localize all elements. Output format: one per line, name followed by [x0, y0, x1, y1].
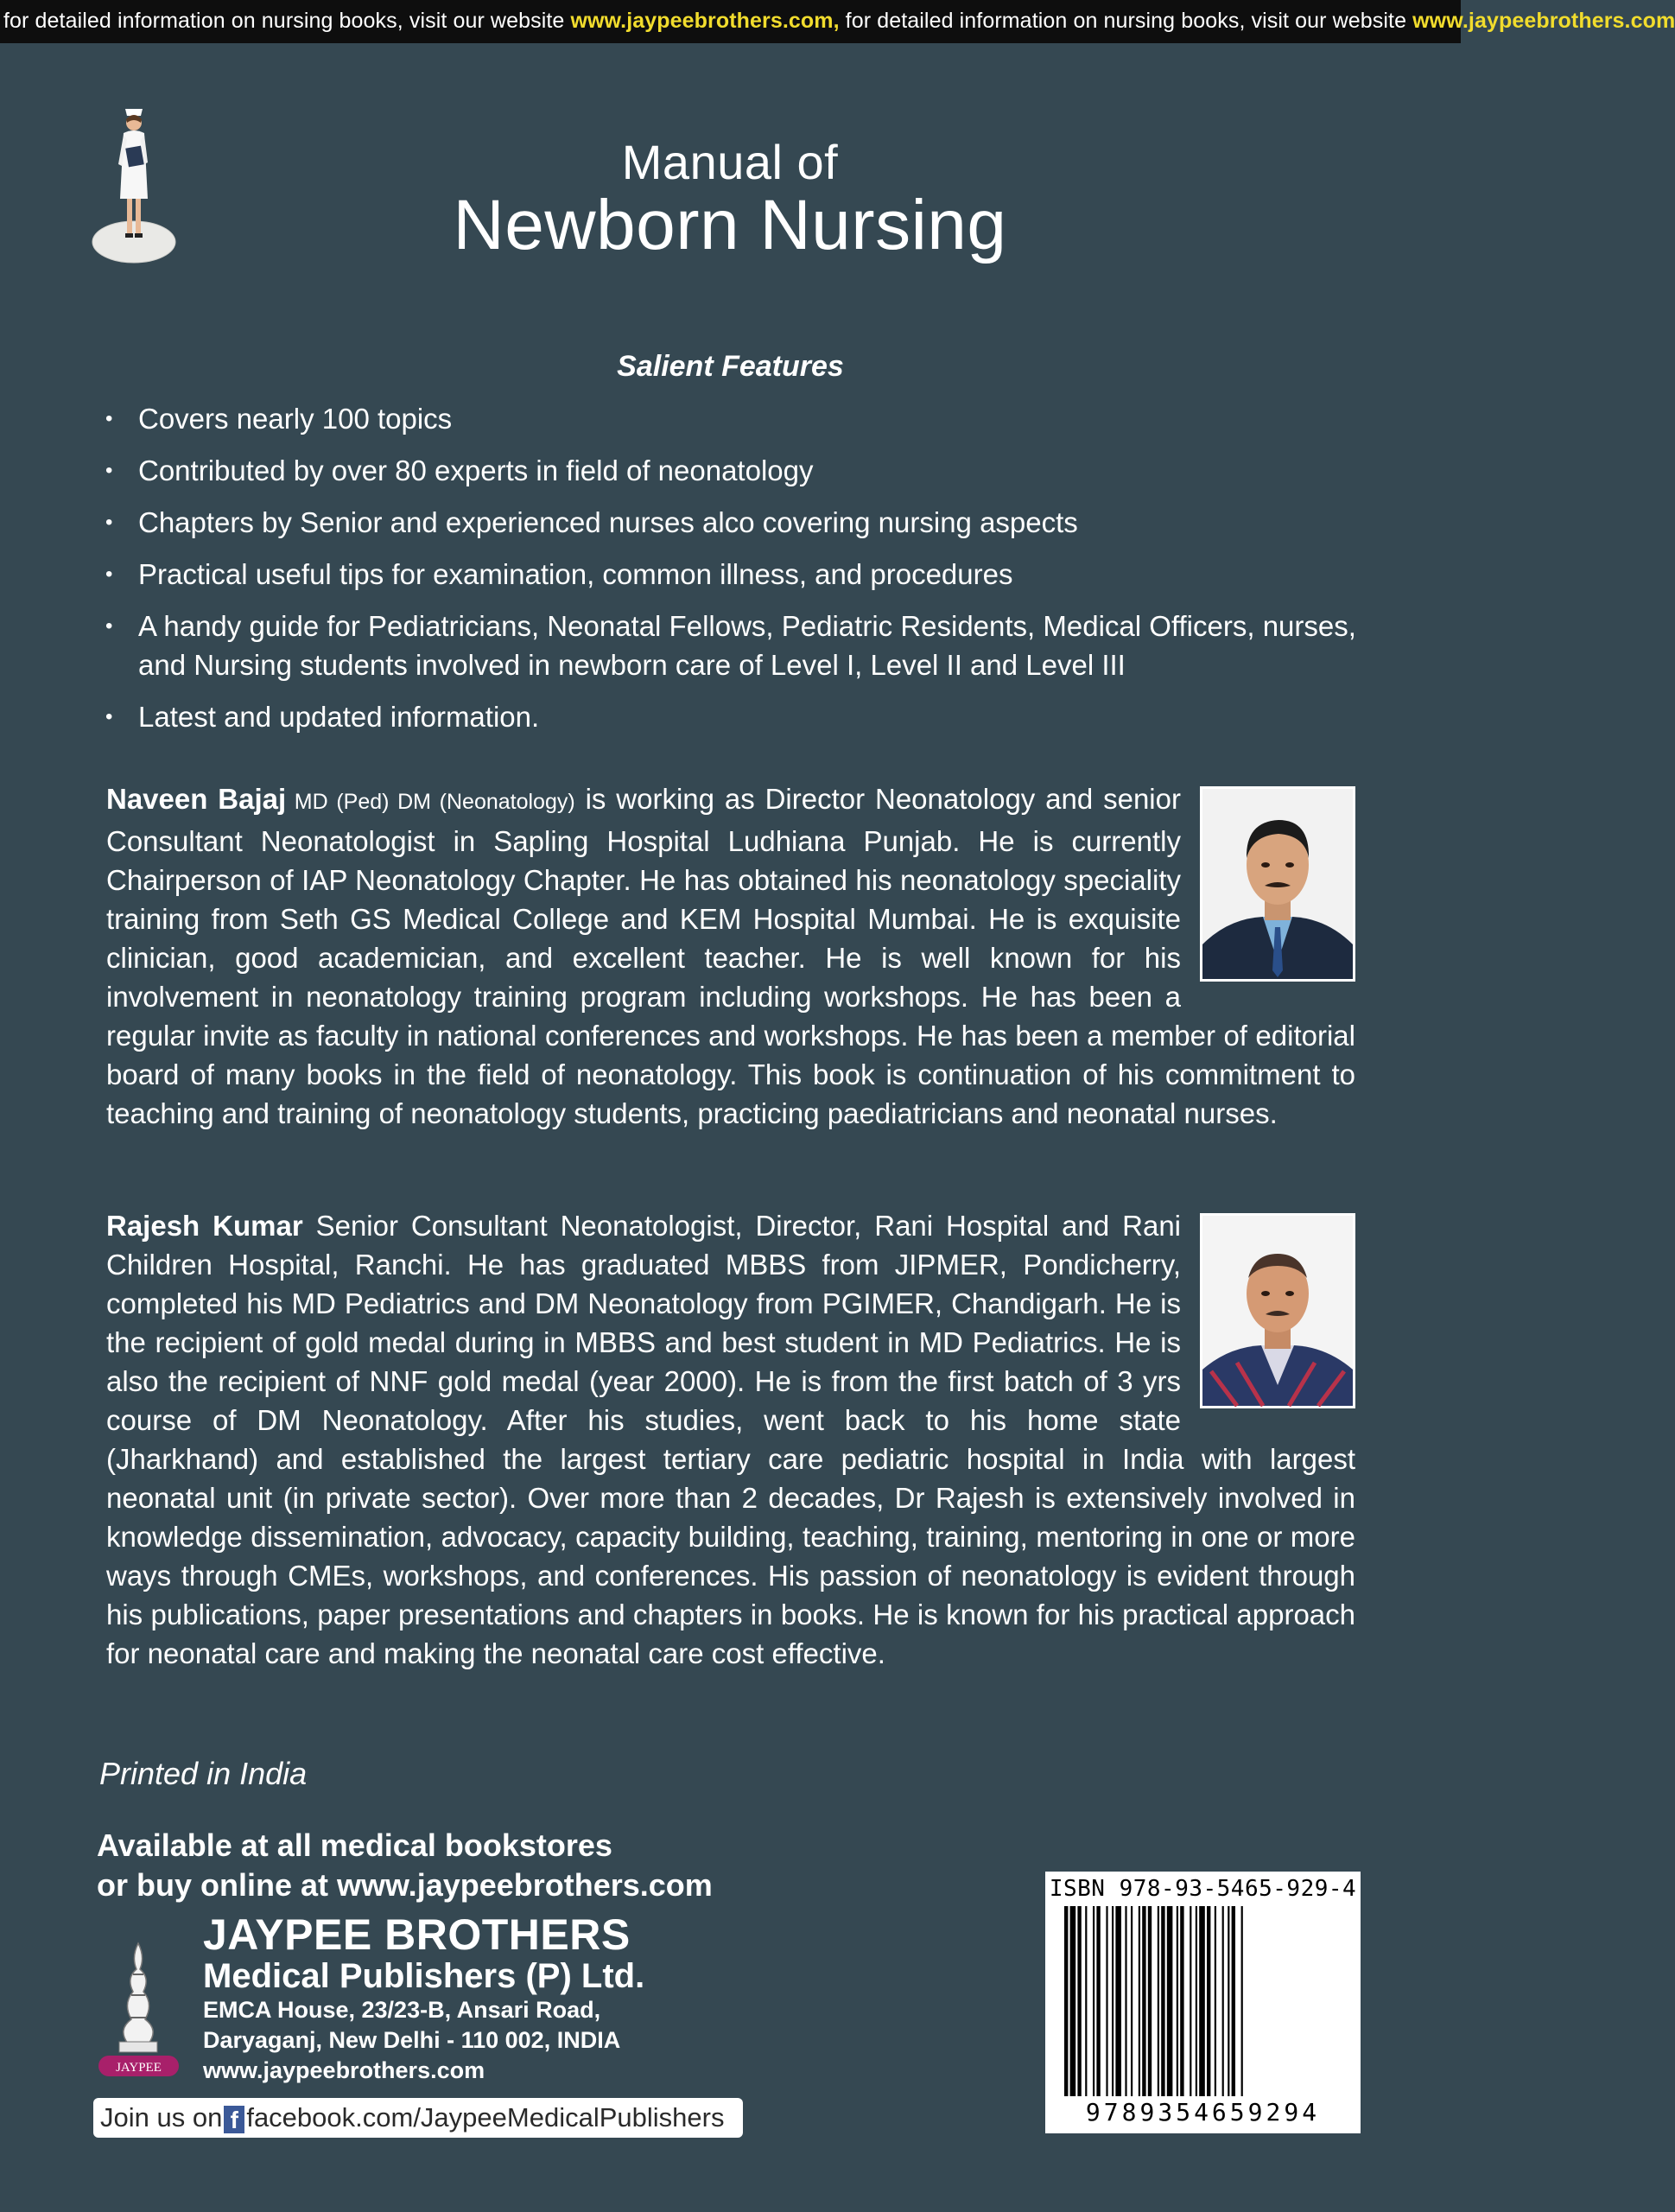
barcode-bar	[1158, 1906, 1159, 2096]
barcode-bar	[1139, 1906, 1140, 2096]
barcode-bar	[1196, 1906, 1197, 2096]
features-list	[105, 399, 1358, 749]
author-portrait-icon	[1202, 1216, 1353, 1406]
bullet-icon: •	[105, 511, 113, 534]
isbn-digits: 9789354659294	[1085, 2098, 1321, 2126]
social-prefix: Join us on	[100, 2102, 223, 2133]
publisher-address-1: EMCA House, 23/23-B, Ansari Road,	[203, 1997, 601, 2023]
social-handle[interactable]: facebook.com/JaypeeMedicalPublishers	[246, 2102, 725, 2133]
barcode-bar	[1142, 1906, 1145, 2096]
barcode-bar	[1077, 1906, 1081, 2096]
barcode-bar	[1177, 1906, 1178, 2096]
barcode-bar	[1112, 1906, 1113, 2096]
barcode-bar	[1180, 1906, 1183, 2096]
publisher-address-2: Daryaganj, New Delhi - 110 002, INDIA	[203, 2027, 621, 2053]
banner-prefix-2: for detailed information on nursing books, visit our website	[839, 9, 1413, 33]
barcode-bar	[1232, 1906, 1235, 2096]
author-bio-2	[106, 1206, 1355, 1673]
barcode-bar	[1115, 1906, 1121, 2096]
feature-item: • Latest and updated information.	[105, 697, 1358, 736]
author-name-2: Rajesh Kumar	[106, 1210, 303, 1242]
barcode-bar	[1131, 1906, 1133, 2096]
author-bio-text-1: is working as Director Neonatology and senior Consultant Neonatologist in Sapling Hospital Ludhiana Punjab. He is currently Chairperson of IAP Neonatology Chapter. He has obtained his neonatology speciality training from Seth GS Medical College and KEM Hospital Mumbai. He is exquisite clinician, good academician, and excellent teacher. He is well known for his involvement in neonatology training program including workshops. He has been a regular invite as faculty in national conferences and workshops. He has been a member of editorial board of many books in the field of neonatology. This book is continuation of his commitment to teaching and training of neonatology students, practicing paediatricians and neonatal nurses.	[106, 783, 1355, 1129]
barcode-bar	[1228, 1906, 1229, 2096]
publisher-logo-icon	[93, 1940, 184, 2078]
feature-item: • Contributed by over 80 experts in field of neonatology	[105, 451, 1358, 490]
barcode-bar	[1199, 1906, 1205, 2096]
availability-text	[97, 1826, 713, 1905]
availability-line-2: or buy online at www.jaypeebrothers.com	[97, 1867, 713, 1903]
banner-text	[3, 9, 1675, 34]
publisher-subname: Medical Publishers (P) Ltd.	[203, 1957, 645, 1995]
barcode-bars-icon	[1064, 1906, 1341, 2096]
nurse-figure-icon	[91, 104, 177, 268]
barcode-bar	[1148, 1906, 1152, 2096]
logo-text: JAYPEE	[116, 2061, 162, 2075]
feature-item: • Chapters by Senior and experienced nurses alco covering nursing aspects	[105, 503, 1358, 542]
availability-line-1: Available at all medical bookstores	[97, 1827, 612, 1863]
banner-url-2[interactable]: www.jaypeebrothers.com	[1412, 9, 1675, 33]
barcode-bar	[1161, 1906, 1164, 2096]
author-photo-2	[1200, 1213, 1355, 1408]
bullet-icon: •	[105, 407, 113, 430]
publisher-name: JAYPEE BROTHERS	[203, 1910, 631, 1959]
barcode-bar	[1096, 1906, 1100, 2096]
barcode-bar	[1190, 1906, 1191, 2096]
barcode-bar	[1070, 1906, 1076, 2096]
barcode-bar	[1222, 1906, 1224, 2096]
publisher-info	[203, 1912, 644, 2086]
bullet-icon: •	[105, 705, 113, 728]
barcode-bar	[1064, 1906, 1068, 2096]
top-banner	[0, 0, 1675, 43]
banner-prefix-1: for detailed information on nursing books, visit our website	[3, 9, 571, 33]
barcode-bar	[1215, 1906, 1216, 2096]
barcode-bar	[1125, 1906, 1126, 2096]
barcode-bar	[1093, 1906, 1094, 2096]
facebook-icon: f	[224, 2106, 244, 2133]
social-link-strip[interactable]	[93, 2098, 743, 2138]
author-photo-1	[1200, 786, 1355, 982]
feature-item: • A handy guide for Pediatricians, Neonatal Fellows, Pediatric Residents, Medical Officers, nurses, and Nursing students involved in newborn care of Level I, Level II and Level III	[105, 607, 1358, 684]
bullet-icon: •	[105, 614, 113, 638]
barcode-bar	[1167, 1906, 1173, 2096]
title-line-2: Newborn Nursing	[453, 186, 1007, 264]
book-title	[285, 137, 1175, 263]
author-name-1: Naveen Bajaj	[106, 783, 287, 815]
barcode-bar	[1106, 1906, 1107, 2096]
isbn-label: ISBN 978-93-5465-929-4	[1049, 1876, 1357, 1902]
features-heading: Salient Features	[617, 350, 844, 383]
feature-item: • Covers nearly 100 topics	[105, 399, 1358, 438]
publisher-website[interactable]: www.jaypeebrothers.com	[203, 2057, 485, 2083]
title-line-1: Manual of	[621, 135, 839, 189]
isbn-barcode	[1045, 1872, 1361, 2133]
barcode-bar	[1085, 1906, 1087, 2096]
bullet-icon: •	[105, 459, 113, 482]
author-bio-text-2: Senior Consultant Neonatologist, Director, Rani Hospital and Rani Children Hospital, Ranchi. He has graduated MBBS from JIPMER, Pondicherry, completed his MD Pediatrics and DM Neonatology from PGIMER, Chandigarh. He is the recipient of gold medal during in MBBS and best student in MD Pediatrics. He is also the recipient of NNF gold medal (year 2000). He is from the first batch of 3 yrs course of DM Neonatology. After his studies, went back to his home state (Jharkhand) and established the largest tertiary care pediatric hospital in India with largest neonatal unit (in private sector). Over more than 2 decades, Dr Rajesh is extensively involved in knowledge dissemination, advocacy, capacity building, teaching, training, mentoring in one or more ways through CMEs, workshops, and conferences. His passion of neonatology is evident through his publications, paper presentations and chapters in books. He is known for his practical approach for neonatal care and making the neonatal care cost effective.	[106, 1210, 1355, 1669]
banner-url-1[interactable]: www.jaypeebrothers.com,	[570, 9, 840, 33]
feature-item: • Practical useful tips for examination, common illness, and procedures	[105, 555, 1358, 594]
author-portrait-icon	[1202, 789, 1353, 979]
bullet-icon: •	[105, 563, 113, 586]
author-bio-1	[106, 779, 1355, 1133]
barcode-bar	[1241, 1906, 1243, 2096]
barcode-bar	[1207, 1906, 1210, 2096]
author-degrees-1: MD (Ped) DM (Neonatology)	[286, 790, 575, 814]
printed-in-note: Printed in India	[99, 1756, 308, 1791]
